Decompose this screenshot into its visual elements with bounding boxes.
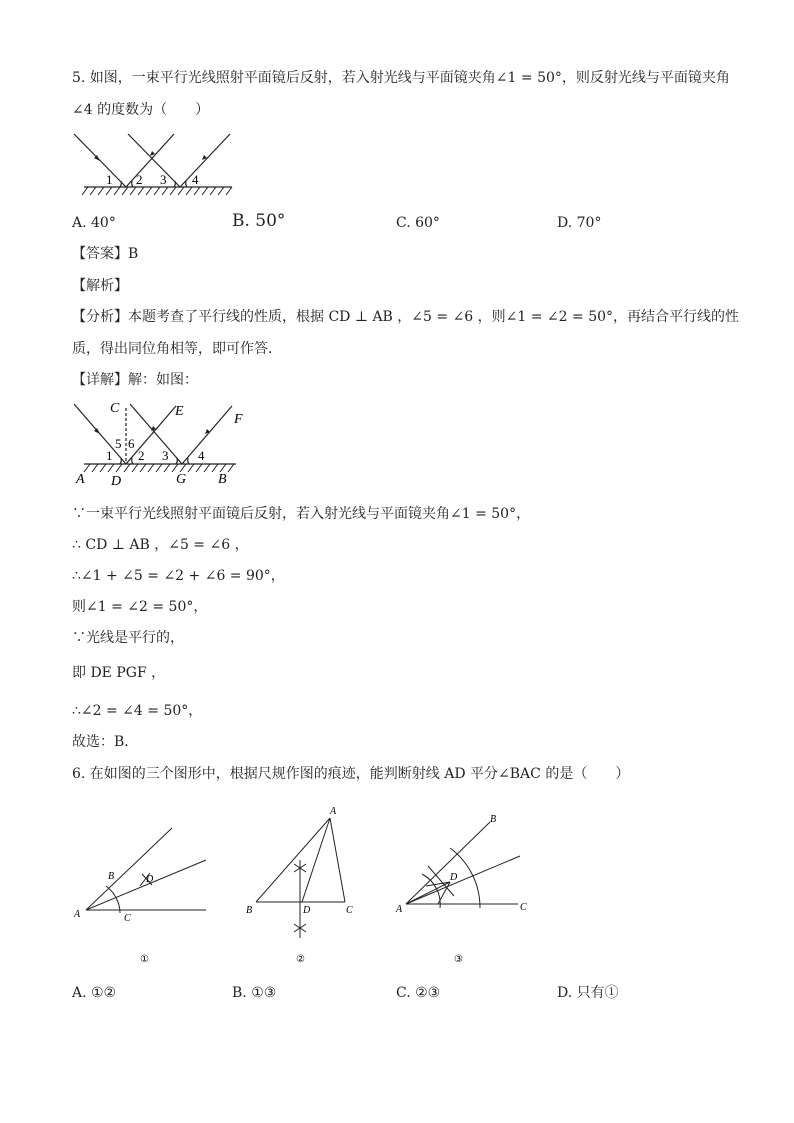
q5-angle2-label-2: 2 [138,448,145,463]
q6-f3-point-c: C [520,902,527,913]
q5-step-5: ∵光线是平行的， [72,630,184,646]
q5-angle3-label: 3 [160,172,167,187]
q6-f2-number: ② [296,954,305,965]
q5-step-2: ∴ CD ⊥ AB ，∠5 = ∠6 ， [72,537,249,553]
q5-angle2-label: 2 [136,172,143,187]
q5-detail-heading: 【详解】解：如图： [72,372,198,388]
q6-f2-point-a: A [330,806,337,817]
q5-detail-figure [70,396,260,492]
q6-f1-point-d: D [146,874,154,885]
q6-option-c: C. ②③ [396,985,441,1001]
q5-angle1-label-2: 1 [106,448,113,463]
q6-f2-point-b: B [246,905,253,916]
q5-option-d: D. 70° [557,215,602,231]
q5-angle4-label: 4 [192,172,199,187]
q5-point-e: E [175,404,184,419]
q6-option-b: B. ①③ [232,985,277,1001]
q5-point-d: D [111,474,122,489]
q5-step-4: 则∠1 = ∠2 = 50°， [72,599,208,615]
q6-f1-point-c: C [124,913,131,924]
q6-f3-point-b: B [490,814,497,825]
q6-f2-point-c: C [346,905,353,916]
q6-f1-point-a: A [74,909,81,920]
q5-step-1: ∵一束平行光线照射平面镜后反射，若入射光线与平面镜夹角∠1 = 50°， [72,506,531,522]
q6-f2-point-d: D [303,905,311,916]
q5-angle5-label: 5 [115,436,122,451]
q6-option-a: A. ①② [72,985,117,1001]
q5-point-f: F [234,412,243,427]
q6-f3-point-a: A [396,904,403,915]
q5-angle4-label-2: 4 [198,448,205,463]
q5-point-g: G [176,472,187,487]
q5-analysis-line1: 【分析】本题考查了平行线的性质，根据 CD ⊥ AB ，∠5 = ∠6 ，则∠1 = ∠2 = 50°，再结合平行线的性 [72,309,740,325]
q6-figure-3 [392,800,542,970]
q6-figure-2 [238,800,368,970]
q6-f3-number: ③ [454,954,463,965]
q5-step-8: 故选：B． [72,734,139,750]
q5-point-a: A [76,472,85,487]
q6-figure-1 [70,800,216,970]
q5-point-b: B [218,472,227,487]
q5-mirror-figure [70,128,250,200]
q5-angle3-label-2: 3 [162,448,169,463]
q5-answer: 【答案】B [72,246,139,262]
q5-analysis-title: 【解析】 [72,278,128,294]
q5-option-c: C. 60° [396,215,440,231]
q6-f3-point-d: D [450,872,458,883]
q6-f1-number: ① [140,954,149,965]
q5-option-a: A. 40° [72,215,116,231]
q5-analysis-line2: 质，得出同位角相等，即可作答． [72,341,282,357]
q5-stem-line2: ∠4 的度数为（ ） [72,102,210,118]
q5-point-c: C [110,401,120,416]
q5-step-3: ∴∠1 + ∠5 = ∠2 + ∠6 = 90°， [72,568,285,584]
q5-step-6: 即 DE PGF ， [72,665,166,681]
q6-f1-point-b: B [108,871,115,882]
q5-angle1-label: 1 [106,172,113,187]
q5-option-b: B. 50° [232,211,286,231]
q5-angle6-label: 6 [128,436,135,451]
q5-stem-line1: 5. 如图，一束平行光线照射平面镜后反射，若入射光线与平面镜夹角∠1 = 50°，则反射光线与平面镜夹角 [72,70,730,86]
q5-step-7: ∴∠2 = ∠4 = 50°， [72,703,203,719]
q6-stem: 6. 在如图的三个图形中，根据尺规作图的痕迹，能判断射线 AD 平分∠BAC 的是（ ） [72,766,630,782]
q6-option-d: D. 只有① [557,985,619,1001]
